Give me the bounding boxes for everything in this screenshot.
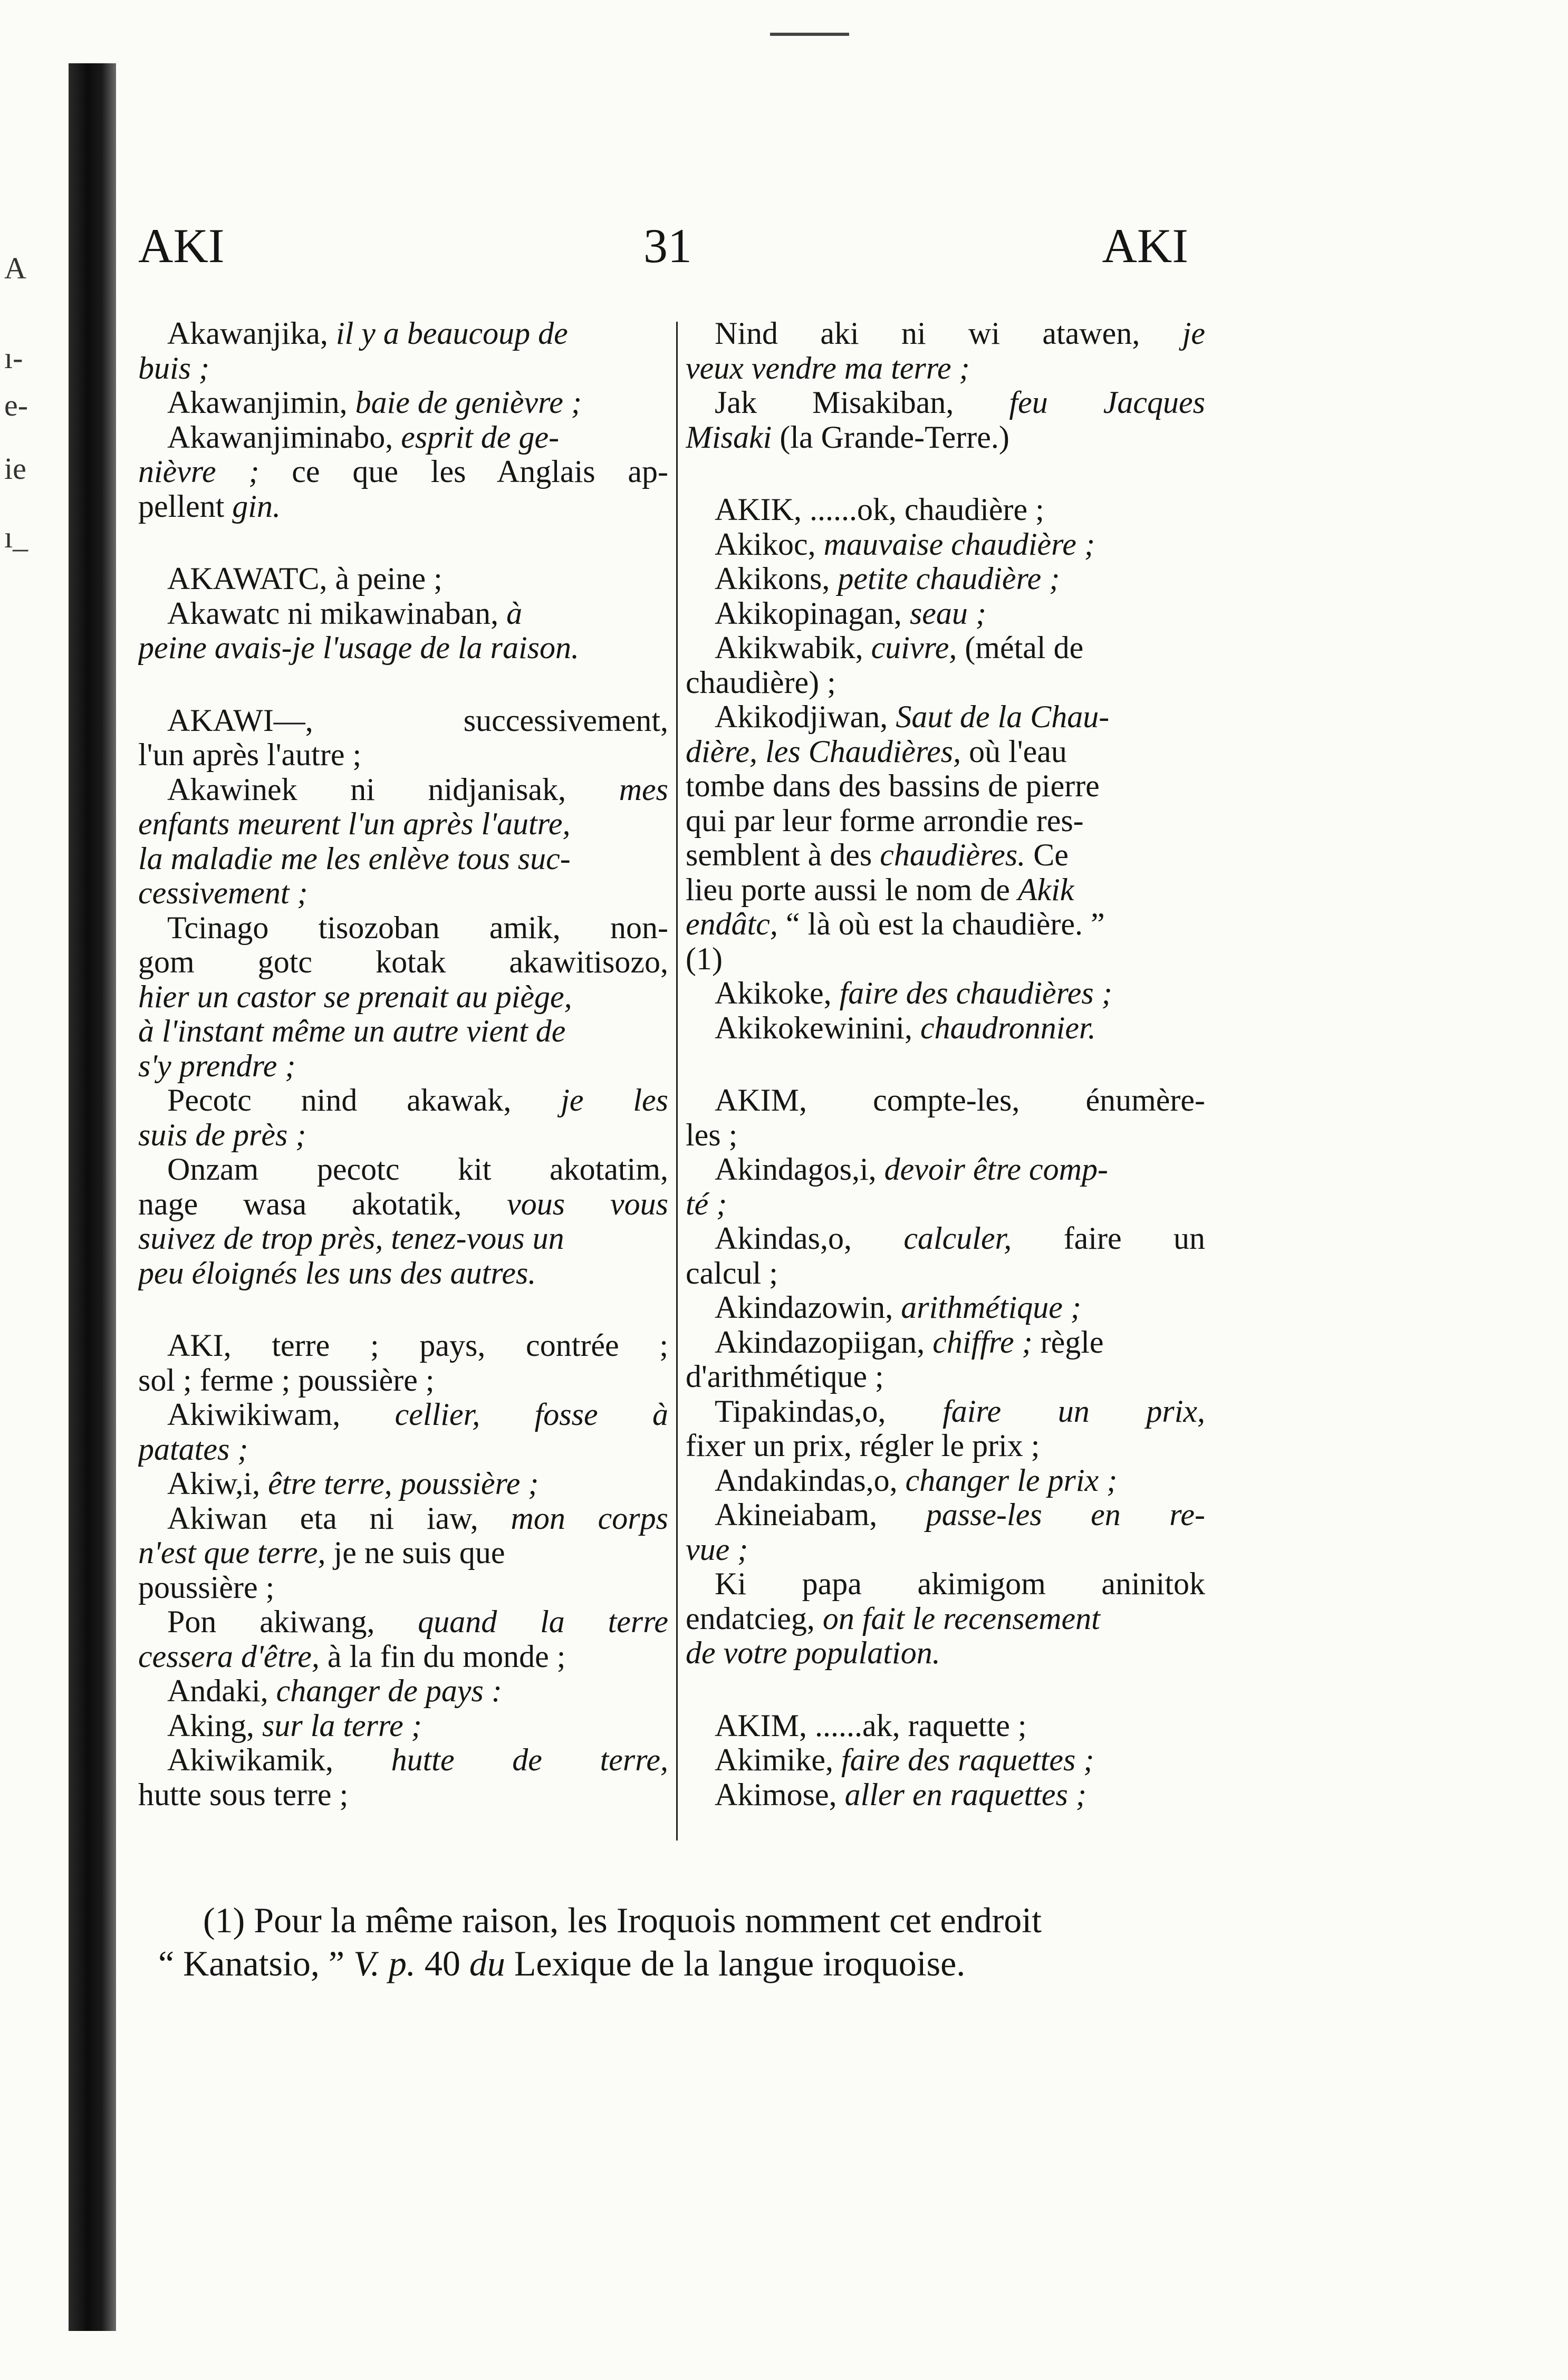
text-line: Akikokewinini, chaudronnier.	[715, 1010, 1096, 1045]
text-line: pellent gin.	[138, 489, 281, 524]
text-line: Tipakindas,o, faire un prix,	[715, 1394, 1205, 1429]
running-header-right: AKI	[1102, 219, 1188, 273]
text-line: Akiw,i, être terre, poussière ;	[167, 1467, 539, 1501]
footnote-reference: (1)	[686, 941, 723, 976]
page-number: 31	[643, 219, 692, 273]
text-line: Aking, sur la terre ;	[167, 1708, 422, 1743]
text-line: Akikoke, faire des chaudières ;	[715, 976, 1112, 1010]
text-line: endâtc, “ là où est la chaudière. ”	[686, 907, 1105, 941]
text-line: peine avais-je l'usage de la raison.	[138, 631, 580, 665]
text-line: Pecotc nind akawak, je les	[167, 1083, 668, 1117]
text-line: s'y prendre ;	[138, 1048, 296, 1083]
text-line: suivez de trop près, tenez-vous un	[138, 1221, 564, 1256]
text-line: Akindagos,i, devoir être comp-	[715, 1152, 1108, 1187]
text-line: enfants meurent l'un après l'autre,	[138, 807, 571, 841]
text-line: veux vendre ma terre ;	[686, 351, 970, 386]
text-line: nièvre ; ce que les Anglais ap-	[138, 455, 668, 489]
text-line: calcul ;	[686, 1256, 778, 1290]
text-line: Tcinago tisozoban amik, non-	[167, 910, 668, 945]
text-line: vue ;	[686, 1532, 748, 1567]
text-line: endatcieg, on fait le recensement	[686, 1601, 1100, 1636]
text-line: Akindas,o, calculer, faire un	[715, 1221, 1205, 1256]
margin-fragment: ı_	[4, 520, 28, 554]
text-line: Nind aki ni wi atawen, je	[715, 316, 1205, 351]
text-line: Akindazowin, arithmétique ;	[715, 1290, 1081, 1325]
text-line: Akikodjiwan, Saut de la Chau-	[715, 700, 1110, 734]
text-line: poussière ;	[138, 1570, 275, 1605]
text-line: Jak Misakiban, feu Jacques	[715, 386, 1205, 420]
text-line: buis ;	[138, 351, 209, 386]
text-line: Akineiabam, passe-les en re-	[715, 1498, 1205, 1532]
entry-headword-line: AKIM, compte-les, énumère-	[715, 1083, 1205, 1117]
text-line: n'est que terre, je ne suis que	[138, 1536, 505, 1570]
top-rule-mark	[770, 33, 849, 36]
book-binding-shadow	[69, 63, 116, 2331]
text-line: semblent à des chaudières. Ce	[686, 838, 1069, 872]
margin-letter: A	[4, 251, 26, 285]
text-line: gom gotc kotak akawitisozo,	[138, 945, 668, 979]
text-line: à l'instant même un autre vient de	[138, 1014, 566, 1048]
entry-headword-line: AKIK, ......ok, chaudière ;	[715, 493, 1044, 527]
text-line: Akimike, faire des raquettes ;	[715, 1743, 1094, 1777]
text-line: Pon akiwang, quand la terre	[167, 1605, 668, 1639]
text-line: Akawanjika, il y a beaucoup de	[167, 316, 568, 351]
text-line: dière, les Chaudières, où l'eau	[686, 734, 1067, 769]
text-line: Akiwikiwam, cellier, fosse à	[167, 1398, 668, 1432]
text-line: Akiwan eta ni iaw, mon corps	[167, 1501, 668, 1536]
text-line: Akawanjiminabo, esprit de ge-	[167, 420, 560, 455]
text-line: Andaki, changer de pays :	[167, 1674, 502, 1708]
text-line: Onzam pecotc kit akotatim,	[167, 1152, 668, 1187]
margin-fragment: ie	[4, 451, 26, 486]
text-line: suis de près ;	[138, 1117, 306, 1152]
text-line: les ;	[686, 1117, 738, 1152]
text-line: qui par leur forme arrondie res-	[686, 803, 1084, 838]
entry-headword-line: AKIM, ......ak, raquette ;	[715, 1708, 1027, 1743]
text-line: Akikons, petite chaudière ;	[715, 562, 1060, 596]
footnote-line: (1) Pour la même raison, les Iroquois nomment cet endroit	[203, 1900, 1042, 1940]
text-line: Akiwikamik, hutte de terre,	[167, 1743, 668, 1777]
text-line: fixer un prix, régler le prix ;	[686, 1429, 1040, 1463]
margin-fragment: ı-	[4, 341, 23, 375]
text-line: Akindazopiigan, chiffre ; règle	[715, 1325, 1104, 1360]
text-line: Akikoc, mauvaise chaudière ;	[715, 527, 1095, 562]
text-line: Akawinek ni nidjanisak, mes	[167, 772, 668, 807]
text-line: la maladie me les enlève tous suc-	[138, 841, 571, 876]
entry-headword-line: AKAWATC, à peine ;	[167, 562, 442, 596]
margin-fragment: e-	[4, 388, 28, 422]
text-line: nage wasa akotatik, vous vous	[138, 1187, 668, 1221]
text-line: chaudière) ;	[686, 665, 836, 700]
text-line: té ;	[686, 1187, 727, 1221]
text-line: cessera d'être, à la fin du monde ;	[138, 1639, 566, 1674]
text-line: Akawatc ni mikawinaban, à	[167, 596, 523, 631]
text-line: Misaki (la Grande-Terre.)	[686, 420, 1009, 455]
text-line: cessivement ;	[138, 876, 308, 910]
text-line: tombe dans des bassins de pierre	[686, 769, 1100, 803]
left-column	[138, 316, 668, 1812]
text-line: hutte sous terre ;	[138, 1777, 349, 1812]
text-line: d'arithmétique ;	[686, 1360, 884, 1394]
text-line: l'un après l'autre ;	[138, 738, 362, 772]
text-line: Akimose, aller en raquettes ;	[715, 1777, 1086, 1812]
footnote-line: “ Kanatsio, ” V. p. 40 du Lexique de la langue iroquoise.	[158, 1943, 966, 1983]
column-rule	[676, 322, 678, 1841]
entry-headword-line: AKAWI—, successivement,	[167, 703, 668, 738]
text-line: patates ;	[138, 1432, 248, 1467]
text-line: Andakindas,o, changer le prix ;	[715, 1463, 1118, 1498]
footnote	[158, 1899, 1213, 1985]
right-column	[686, 316, 1205, 1812]
entry-headword-line: AKI, terre ; pays, contrée ;	[167, 1328, 668, 1363]
text-line: peu éloignés les uns des autres.	[138, 1256, 536, 1290]
text-line: Akikwabik, cuivre, (métal de	[715, 631, 1084, 665]
running-header-left: AKI	[138, 219, 225, 273]
text-line: lieu porte aussi le nom de Akik	[686, 872, 1074, 907]
text-line: Akikopinagan, seau ;	[715, 596, 986, 631]
text-line: hier un castor se prenait au piège,	[138, 979, 572, 1014]
text-line: sol ; ferme ; poussière ;	[138, 1363, 435, 1398]
text-line: Ki papa akimigom aninitok	[715, 1567, 1205, 1601]
text-line: Akawanjimin, baie de genièvre ;	[167, 386, 582, 420]
text-line: de votre population.	[686, 1636, 940, 1670]
